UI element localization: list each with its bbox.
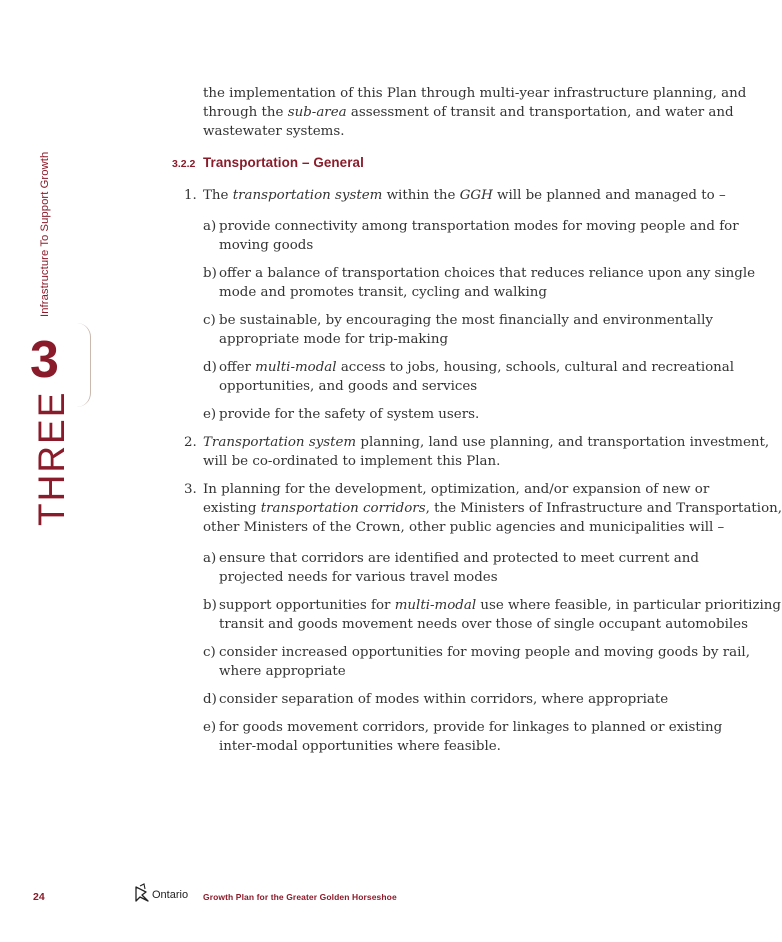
- intro-line-3: wastewater systems.: [203, 124, 345, 139]
- item-3-number: 3.: [184, 482, 197, 497]
- sidebar-section-label: Infrastructure To Support Growth: [39, 151, 51, 317]
- item-1d-line-2: opportunities, and goods and services: [219, 379, 478, 394]
- chapter-number: 3: [30, 331, 59, 389]
- chapter-word: THREE: [31, 390, 72, 526]
- item-3b-line-1: support opportunities for multi-modal use where feasible, in particular prioritizing: [219, 598, 781, 613]
- item-1b-label: b): [203, 266, 217, 281]
- item-1b-line-2: mode and promotes transit, cycling and walking: [219, 285, 547, 300]
- item-1d-line-1: offer multi-modal access to jobs, housing, schools, cultural and recreational: [219, 360, 735, 375]
- page-number: 24: [33, 891, 45, 903]
- intro-line-1: the implementation of this Plan through multi-year infrastructure planning, and: [203, 86, 747, 101]
- item-3a-line-1: ensure that corridors are identified and protected to meet current and: [219, 551, 699, 566]
- item-1c-line-1: be sustainable, by encouraging the most financially and environmentally: [219, 313, 713, 328]
- item-1c-line-2: appropriate mode for trip-making: [219, 332, 449, 347]
- item-3c-label: c): [203, 645, 216, 660]
- item-3a-label: a): [203, 551, 217, 566]
- item-1c-label: c): [203, 313, 216, 328]
- item-3-line-2: existing transportation corridors, the Ministers of Infrastructure and Transportation,: [203, 501, 782, 516]
- footer-document-title: Growth Plan for the Greater Golden Horseshoe: [203, 892, 397, 902]
- item-3c-line-2: where appropriate: [219, 664, 346, 679]
- item-2-line-1: Transportation system planning, land use planning, and transportation investment,: [203, 435, 770, 450]
- item-1-text: The transportation system within the GGH will be planned and managed to –: [203, 188, 726, 203]
- item-3e-label: e): [203, 720, 217, 735]
- item-1b-line-1: offer a balance of transportation choices that reduces reliance upon any single: [219, 266, 756, 281]
- ontario-logo-text: Ontario: [152, 889, 189, 901]
- item-3d-label: d): [203, 692, 217, 707]
- item-2-number: 2.: [184, 435, 197, 450]
- section-title: Transportation – General: [203, 155, 364, 170]
- item-3a-line-2: projected needs for various travel modes: [219, 570, 498, 585]
- item-3e-line-1: for goods movement corridors, provide for linkages to planned or existing: [219, 720, 723, 735]
- item-1-number: 1.: [184, 188, 197, 203]
- item-1a-label: a): [203, 219, 217, 234]
- item-1e-line-1: provide for the safety of system users.: [219, 407, 480, 422]
- item-3-line-3: other Ministers of the Crown, other public agencies and municipalities will –: [203, 520, 725, 535]
- intro-line-2: through the sub-area assessment of transit and transportation, and water and: [203, 105, 734, 120]
- item-3e-line-2: inter-modal opportunities where feasible.: [219, 739, 501, 754]
- item-1a-line-1: provide connectivity among transportation modes for moving people and for: [219, 219, 739, 234]
- item-3b-line-2: transit and goods movement needs over those of single occupant automobiles: [219, 617, 748, 632]
- item-1d-label: d): [203, 360, 217, 375]
- item-3-line-1: In planning for the development, optimization, and/or expansion of new or: [203, 482, 710, 497]
- item-3c-line-1: consider increased opportunities for moving people and moving goods by rail,: [219, 645, 750, 660]
- item-1a-line-2: moving goods: [219, 238, 314, 253]
- item-1e-label: e): [203, 407, 217, 422]
- item-3d-line-1: consider separation of modes within corridors, where appropriate: [219, 692, 669, 707]
- item-3b-label: b): [203, 598, 217, 613]
- item-2-line-2: will be co-ordinated to implement this Plan.: [203, 454, 501, 469]
- section-number: 3.2.2: [172, 158, 196, 170]
